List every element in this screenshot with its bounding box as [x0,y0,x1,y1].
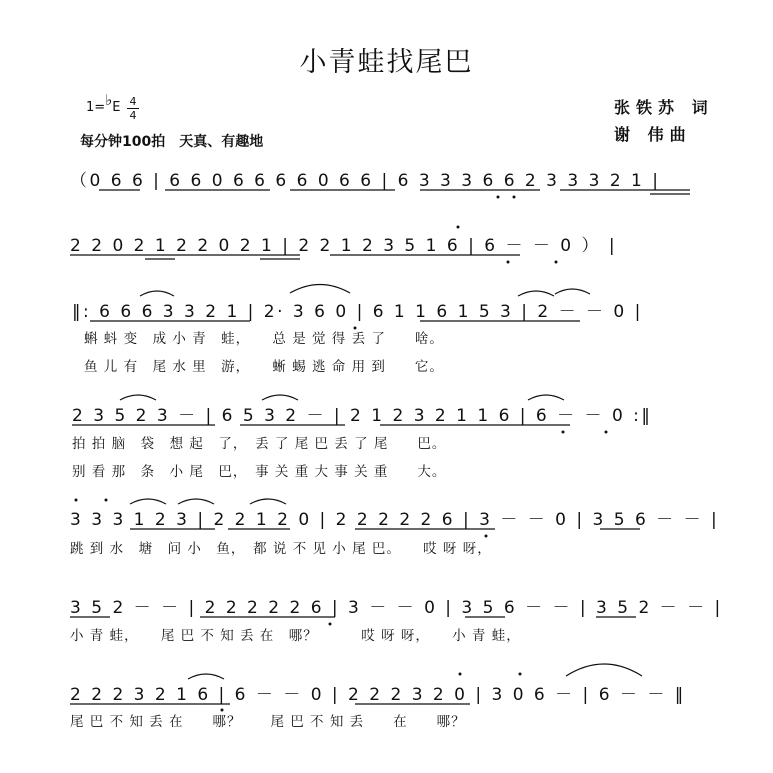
octave-dot [497,196,500,199]
slur [250,499,286,504]
octave-dot [105,499,108,502]
slur [262,395,298,400]
key-prefix: 1= [86,100,106,115]
octave-dot [507,261,510,264]
octave-dot [221,709,224,712]
slur [120,395,156,400]
tempo-marking: 每分钟100拍 天真、有趣地 [80,134,264,150]
lyric-line-3a: 蝌 蚪 变 成 小 青 蛙， 总 是 觉 得 丢 了 啥。 [84,331,444,347]
octave-dot [459,673,462,676]
octave-dot [562,431,565,434]
octave-dot [354,327,357,330]
notation-line-2: 2 2 0 2 1 2 2 0 2 1 | 2 2 1 2 3 5 1 6 | 6 － － 0 ） | [70,236,618,256]
slur [555,289,590,294]
notation-line-3: ‖: 6 6 6 3 3 2 1 | 2· 3 6 0 | 6 1 1 6 1 5 3 | 2 － － 0 | [72,302,643,322]
notation-line-5: 3 3 3 1 2 3 | 2 2 1 2 0 | 2 2 2 2 2 6 | 3 － － 0 | 3 5 6 － － | [70,510,720,530]
octave-dot [329,623,332,626]
octave-dot [605,431,608,434]
octave-dot [555,261,558,264]
lyric-line-5: 跳 到 水 塘 问 小 鱼， 都 说 不 见 小 尾 巴。 哎 呀 呀， [70,541,492,557]
meter-top: 4 [129,95,137,108]
slur [130,499,166,504]
meter-bottom: 4 [129,109,137,122]
lyric-line-6: 小 青 蛙， 尾 巴 不 知 丢 在 哪？ 哎 呀 呀， 小 青 蛙， [70,628,521,644]
slur [188,674,224,679]
notation-line-7: 2 2 2 3 2 1 6 | 6 － － 0 | 2 2 2 3 2 0 | 3 0 6 － | 6 － － ‖ [70,685,686,705]
octave-dot [513,196,516,199]
lyric-line-4a: 拍 拍 脑 袋 想 起 了， 丢 了 尾 巴 丢 了 尾 巴。 [72,436,447,452]
octave-dot [75,499,78,502]
octave-dot [485,535,488,538]
lyricist-credit: 张铁苏 词 [614,98,714,117]
slur [290,285,350,294]
notation-line-6: 3 5 2 － － | 2 2 2 2 2 6 | 3 － － 0 | 3 5 6 － － | 3 5 2 － － | [70,598,723,618]
key-note: E [112,100,121,115]
octave-dot [519,673,522,676]
slur [566,664,642,676]
notation-line-1: （0 6 6 | 6 6 0 6 6 6 6 0 6 6 | 6 3 3 3 6 6 2 3 3 3 2 1 | [70,171,661,191]
slur [528,395,564,400]
notation-line-4: 2 3 5 2 3 － | 6 5 3 2 － | 2 1 2 3 2 1 1 6 | 6 － － 0 :‖ [72,406,653,426]
slur [178,499,214,504]
lyric-line-7: 尾 巴 不 知 丢 在 哪？ 尾 巴 不 知 丢 在 哪？ [70,714,466,730]
slur [140,291,174,296]
lyric-line-4b: 别 看 那 条 小 尾 巴， 事 关 重 大 事 关 重 大。 [72,464,447,480]
octave-dot [457,226,460,229]
slur [518,291,554,296]
lyric-line-3b: 鱼 儿 有 尾 水 里 游， 蜥 蜴 逃 命 用 到 它。 [84,359,444,375]
flat-sign: ♭ [105,91,113,109]
song-title: 小青蛙找尾巴 [299,47,474,78]
composer-credit: 谢 伟曲 [614,125,692,144]
